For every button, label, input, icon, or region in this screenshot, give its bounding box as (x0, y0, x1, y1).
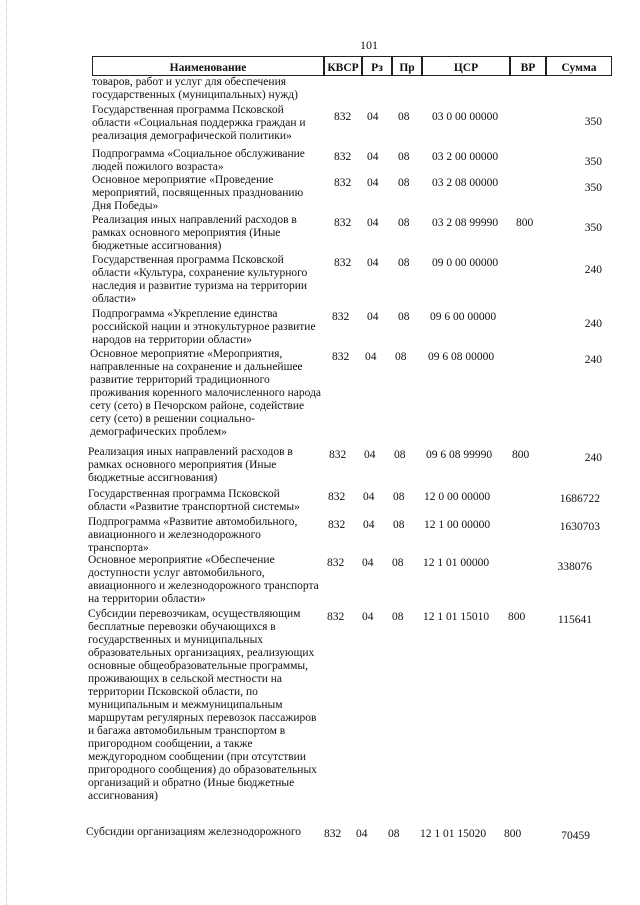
row-csr: 12 1 00 00000 (424, 519, 491, 531)
row-kvsr: 832 (334, 177, 352, 189)
table-header (92, 56, 612, 78)
row-pr: 08 (398, 151, 410, 163)
row-sum: 240 (584, 354, 602, 366)
row-rz: 04 (367, 111, 379, 123)
row-name: товаров, работ и услуг для обеспечения государственных (муниципальных) нужд) (92, 76, 298, 101)
row-sum: 350 (584, 182, 602, 194)
header-name: Наименование (92, 56, 324, 76)
header-csr: ЦСР (422, 56, 510, 76)
row-csr: 09 0 00 00000 (432, 257, 499, 269)
row-kvsr: 832 (327, 557, 345, 569)
row-pr: 08 (398, 217, 410, 229)
row-vr: 800 (508, 611, 526, 623)
header-vr: ВР (510, 56, 546, 76)
row-kvsr: 832 (332, 351, 350, 363)
row-name: Подпрограмма «Развитие автомобильного, авиационного и железнодорожного транспорта» (88, 516, 298, 554)
row-csr: 12 1 01 15020 (420, 828, 487, 840)
row-pr: 08 (392, 557, 404, 569)
row-name: Субсидии организациям железнодорожного (86, 826, 301, 838)
row-sum: 115641 (557, 614, 592, 626)
header-kvsr: КВСР (324, 56, 362, 76)
budget-table (86, 56, 612, 842)
header-rz: Рз (362, 56, 392, 76)
row-rz: 04 (364, 449, 376, 461)
row-rz: 04 (362, 557, 374, 569)
row-name: Основное мероприятие «Обеспечение доступности услуг автомобильного, авиационного и железнодорожного транспорта на территории области» (88, 554, 319, 605)
row-name: Реализация иных направлений расходов в рамках основного мероприятия (Иные бюджетные ассигнования) (88, 446, 293, 484)
row-name: Государственная программа Псковской области «Развитие транспортной системы» (88, 488, 300, 513)
row-name: Субсидии перевозчикам, осуществляющим бесплатные перевозки обучающихся в государственных и муниципальных образовательных организациях, реализующих основные общеобразовательные программы, проживающих в сельской местности на территории Псковской области, по муниципальным и межмуниципальным маршрутам регулярных перевозок пассажиров и багажа автомобильным транспортом в пригородном сообщении, а также междугородном сообщении (при отсутствии пригородного сообщения) до образовательных организаций и обратно (Иные бюджетные ассигнования) (88, 608, 317, 802)
row-csr: 03 0 00 00000 (432, 111, 499, 123)
page-number: 101 (360, 38, 378, 52)
row-sum: 350 (584, 156, 602, 168)
row-name: Реализация иных направлений расходов в рамках основного мероприятия (Иные бюджетные ассигнования) (92, 214, 297, 252)
row-kvsr: 832 (334, 217, 352, 229)
row-rz: 04 (363, 519, 375, 531)
row-rz: 04 (367, 151, 379, 163)
row-name: Государственная программа Псковской области «Культура, сохранение культурного наследия и развитие туризма на территории области» (92, 254, 308, 305)
row-kvsr: 832 (334, 111, 352, 123)
row-rz: 04 (365, 351, 377, 363)
row-sum: 240 (584, 264, 602, 276)
row-pr: 08 (393, 519, 405, 531)
row-csr: 03 2 08 00000 (432, 177, 499, 189)
row-name: Основное мероприятие «Проведение мероприятий, посвященных празднованию Дня Победы» (92, 174, 304, 212)
row-rz: 04 (367, 311, 379, 323)
row-kvsr: 832 (334, 151, 352, 163)
row-kvsr: 832 (328, 519, 346, 531)
row-rz: 04 (363, 491, 375, 503)
row-sum: 240 (584, 318, 602, 330)
row-pr: 08 (394, 449, 406, 461)
row-csr: 03 2 00 00000 (432, 151, 499, 163)
row-csr: 09 6 08 00000 (428, 351, 495, 363)
header-pr: Пр (392, 56, 422, 76)
row-pr: 08 (392, 611, 404, 623)
row-sum: 350 (584, 222, 602, 234)
row-kvsr: 832 (328, 491, 346, 503)
row-pr: 08 (393, 491, 405, 503)
row-name: Основное мероприятие «Мероприятия, направленные на сохранение и дальнейшее развитие территорий традиционного проживания коренного малочисленного народа сету (сето) в Печорском районе, содействие сету (сето) в решении социально-демографических проблем» (90, 348, 322, 438)
row-pr: 08 (398, 177, 410, 189)
scan-edge-mark (6, 0, 8, 905)
row-name: Подпрограмма «Укрепление единства российской нации и этнокультурное развитие народов на территории области» (92, 308, 316, 346)
row-csr: 12 0 00 00000 (424, 491, 491, 503)
row-rz: 04 (367, 217, 379, 229)
row-csr: 09 6 00 00000 (430, 311, 497, 323)
row-sum: 338076 (557, 561, 592, 573)
row-csr: 03 2 08 99990 (432, 217, 499, 229)
row-vr: 800 (504, 828, 522, 840)
row-kvsr: 832 (324, 828, 342, 840)
row-rz: 04 (362, 611, 374, 623)
row-sum: 1630703 (559, 521, 600, 533)
row-vr: 800 (512, 449, 530, 461)
row-pr: 08 (388, 828, 400, 840)
row-csr: 12 1 01 15010 (423, 611, 490, 623)
row-pr: 08 (398, 311, 410, 323)
row-sum: 240 (584, 452, 602, 464)
row-sum: 350 (584, 116, 602, 128)
row-pr: 08 (398, 257, 410, 269)
row-kvsr: 832 (327, 611, 345, 623)
row-kvsr: 832 (329, 449, 347, 461)
row-kvsr: 832 (334, 257, 352, 269)
row-name: Государственная программа Псковской области «Социальная поддержка граждан и реализация демографической политики» (92, 104, 306, 142)
row-kvsr: 832 (332, 311, 350, 323)
row-csr: 12 1 01 00000 (423, 557, 490, 569)
row-pr: 08 (398, 111, 410, 123)
row-rz: 04 (367, 177, 379, 189)
header-sum: Сумма (546, 56, 612, 76)
row-rz: 04 (367, 257, 379, 269)
row-csr: 09 6 08 99990 (426, 449, 493, 461)
row-pr: 08 (395, 351, 407, 363)
row-rz: 04 (356, 828, 368, 840)
row-sum: 1686722 (559, 493, 600, 505)
row-vr: 800 (516, 217, 534, 229)
row-sum: 70459 (561, 830, 590, 842)
row-name: Подпрограмма «Социальное обслуживание людей пожилого возраста» (92, 148, 305, 173)
